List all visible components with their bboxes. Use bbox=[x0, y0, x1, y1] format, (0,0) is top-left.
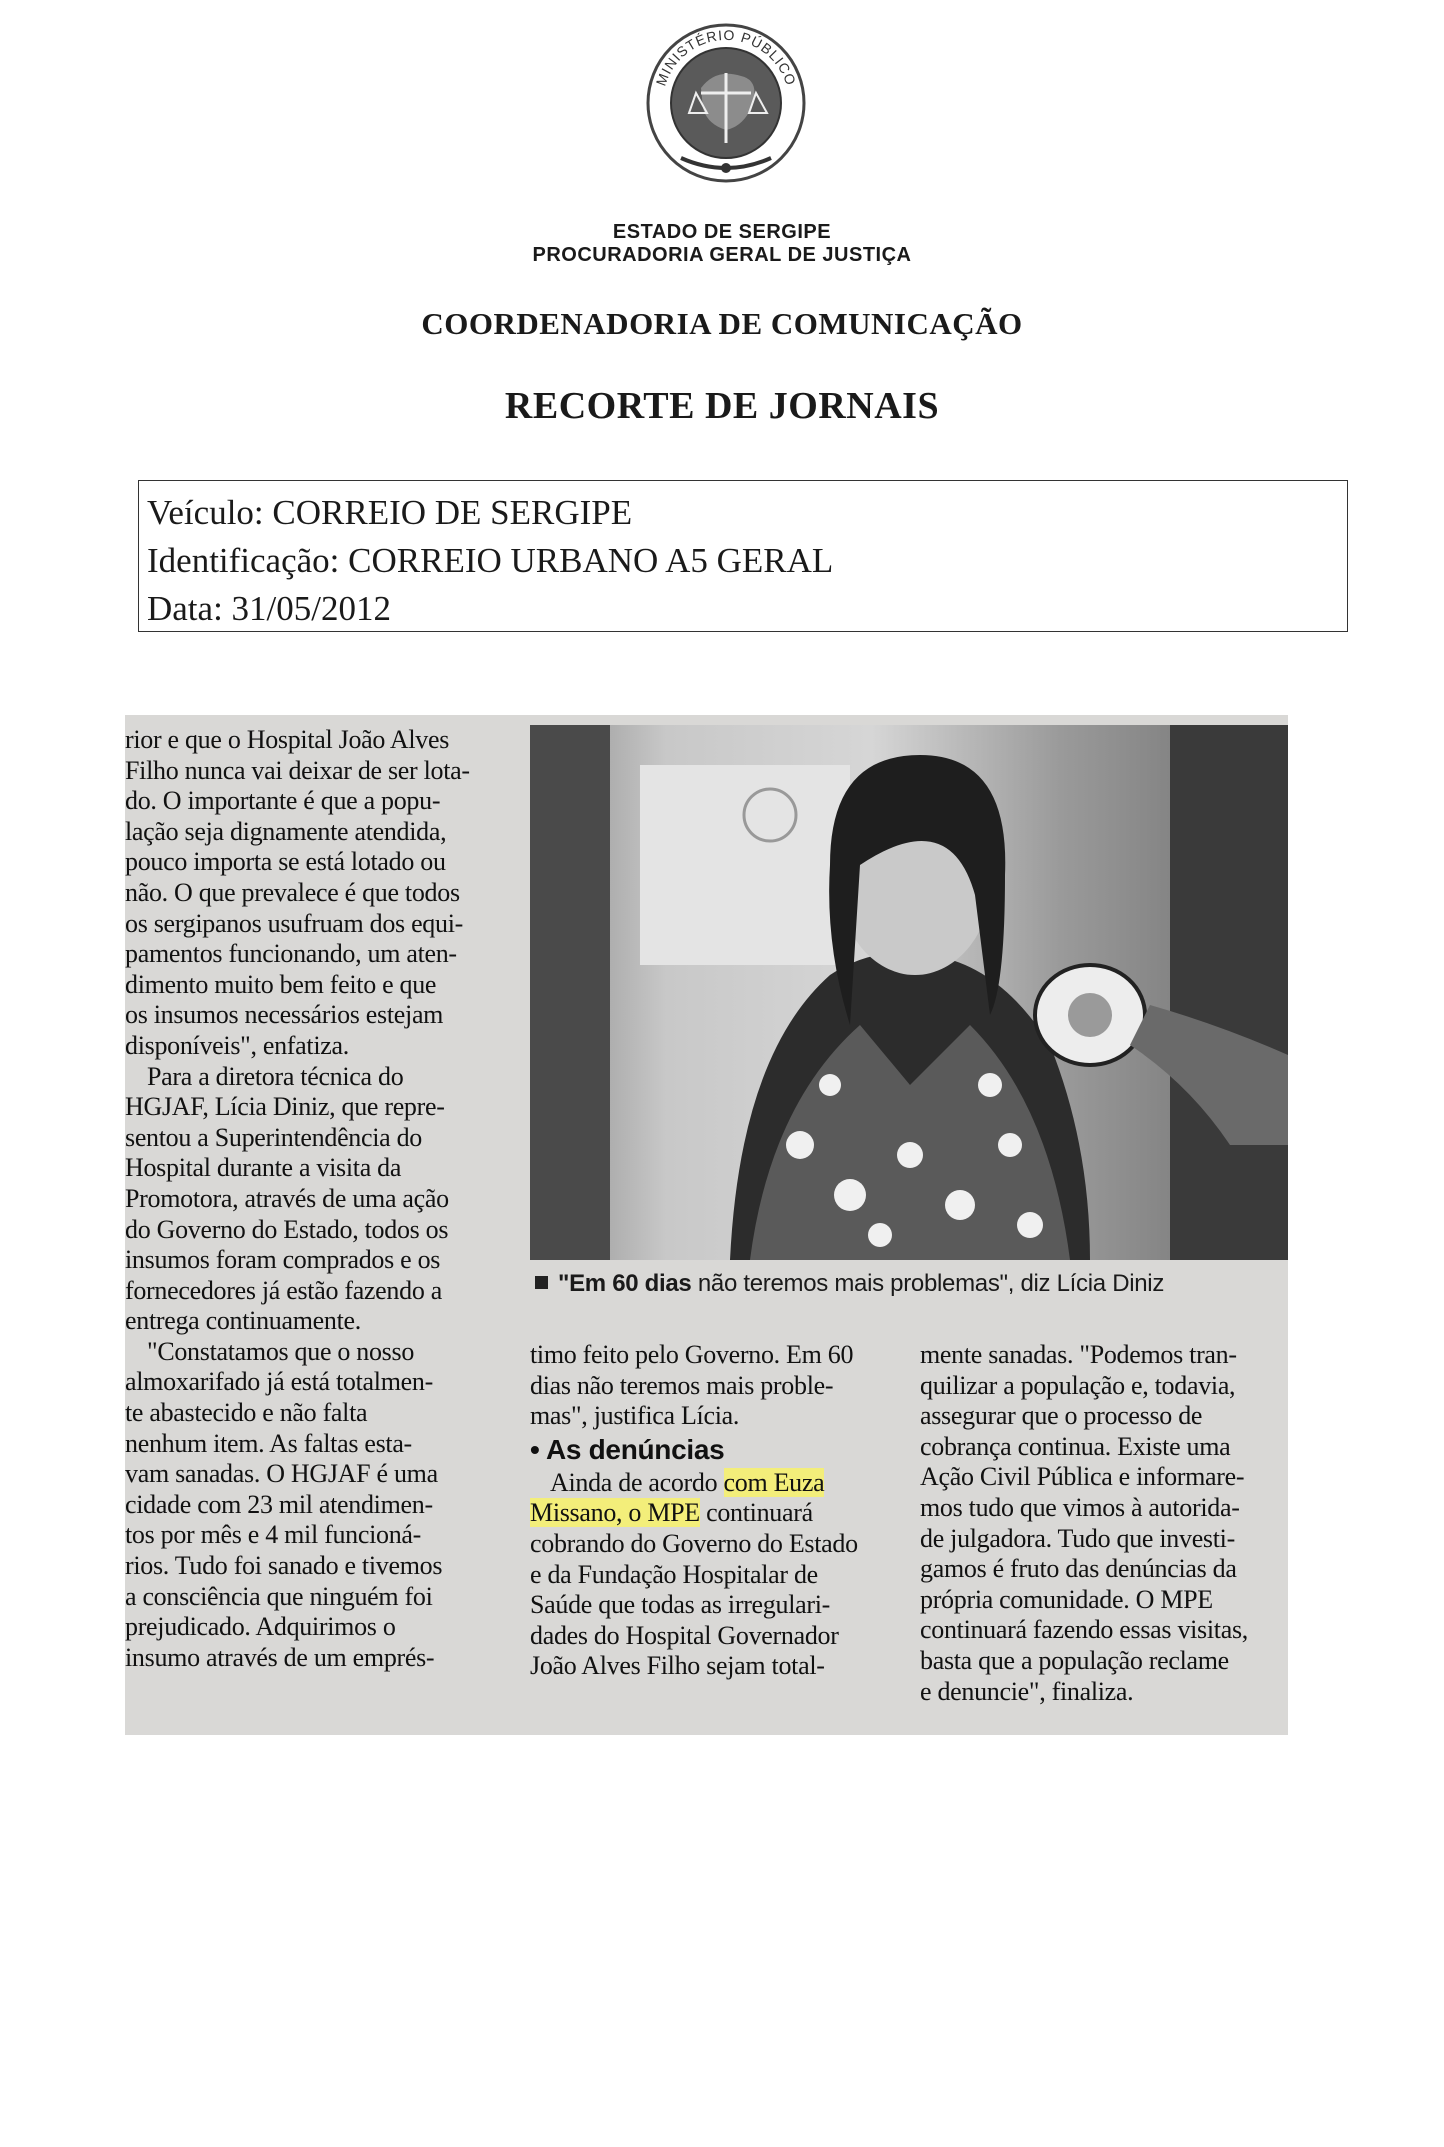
article-line: de julgadora. Tudo que investi- bbox=[920, 1523, 1235, 1553]
article-line: dimento muito bem feito e que bbox=[125, 969, 437, 999]
caption-text: não teremos mais problemas", diz Lícia Diniz bbox=[691, 1270, 1165, 1297]
article-line: mente sanadas. "Podemos tran- bbox=[920, 1340, 1237, 1369]
highlighted-text: Missano, o MPE bbox=[530, 1498, 700, 1528]
article-line: Ação Civil Pública e informare- bbox=[920, 1462, 1245, 1492]
article-line: e da Fundação Hospitalar de bbox=[530, 1559, 818, 1589]
article-line: cidade com 23 mil atendimen- bbox=[125, 1489, 433, 1519]
column-2-line-text: continuará bbox=[699, 1498, 813, 1528]
article-line: HGJAF, Lícia Diniz, que repre- bbox=[125, 1092, 445, 1122]
office-name: PROCURADORIA GERAL DE JUSTIÇA bbox=[532, 244, 912, 266]
column-2-line-text: Ainda de acordo bbox=[550, 1467, 724, 1497]
article-line: "Constatamos que o nosso bbox=[147, 1336, 415, 1366]
column-2-line bbox=[530, 1498, 902, 1529]
article-line: Filho nunca vai deixar de ser lota- bbox=[125, 755, 470, 785]
article-line: própria comunidade. O MPE bbox=[920, 1584, 1213, 1614]
article-column-2 bbox=[530, 1340, 902, 1682]
article-line: do Governo do Estado, todos os bbox=[125, 1214, 449, 1244]
photo-caption bbox=[535, 1270, 1164, 1298]
article-line: vam sanadas. O HGJAF é uma bbox=[125, 1459, 438, 1489]
article-line: João Alves Filho sejam total- bbox=[530, 1651, 825, 1681]
department-title: COORDENADORIA DE COMUNICAÇÃO bbox=[421, 306, 1023, 341]
clipping-info-box bbox=[138, 480, 1348, 632]
article-line: lação seja dignamente atendida, bbox=[125, 816, 447, 846]
veiculo-line: Veículo: CORREIO DE SERGIPE bbox=[147, 493, 633, 532]
article-line: pamentos funcionando, um aten- bbox=[125, 939, 457, 969]
article-line: mas", justifica Lícia. bbox=[530, 1401, 740, 1431]
article-line: nenhum item. As faltas esta- bbox=[125, 1428, 412, 1458]
article-line: mos tudo que vimos à autorida- bbox=[920, 1492, 1240, 1522]
ministerio-publico-seal-icon bbox=[641, 18, 811, 188]
article-line: pouco importa se está lotado ou bbox=[125, 847, 446, 877]
section-title: RECORTE DE JORNAIS bbox=[504, 385, 940, 427]
article-line: fornecedores já estão fazendo a bbox=[125, 1275, 442, 1305]
article-line: dades do Hospital Governador bbox=[530, 1620, 839, 1650]
data-line: Data: 31/05/2012 bbox=[147, 589, 391, 628]
article-line: cobrança continua. Existe uma bbox=[920, 1431, 1231, 1461]
article-line: sentou a Superintendência do bbox=[125, 1122, 423, 1152]
article-line: Para a diretora técnica do bbox=[147, 1061, 404, 1091]
article-line: insumos foram comprados e os bbox=[125, 1245, 441, 1275]
ministerio-publico-seal bbox=[641, 18, 811, 188]
article-line: entrega continuamente. bbox=[125, 1306, 361, 1336]
article-line: almoxarifado já está totalmen- bbox=[125, 1367, 433, 1397]
article-line: Promotora, através de uma ação bbox=[125, 1183, 449, 1213]
article-line: insumo através de um emprés- bbox=[125, 1642, 435, 1672]
article-column-1 bbox=[125, 725, 507, 1673]
article-line: Hospital durante a visita da bbox=[125, 1153, 402, 1183]
article-line: rios. Tudo foi sanado e tivemos bbox=[125, 1551, 443, 1581]
article-line: e denuncie", finaliza. bbox=[920, 1676, 1134, 1706]
column-2-line bbox=[530, 1468, 902, 1499]
highlighted-text: com Euza bbox=[723, 1467, 825, 1497]
photo-illustration bbox=[530, 725, 1288, 1260]
article-line: basta que a população reclame bbox=[920, 1645, 1229, 1675]
article-line: disponíveis", enfatiza. bbox=[125, 1030, 349, 1060]
caption-bullet-icon bbox=[535, 1276, 548, 1289]
article-photo bbox=[530, 725, 1288, 1260]
caption-bold: "Em 60 dias bbox=[558, 1270, 692, 1297]
identificacao-line: Identificação: CORREIO URBANO A5 GERAL bbox=[147, 541, 834, 580]
column-2-bottom bbox=[530, 1529, 902, 1682]
article-line: a consciência que ninguém foi bbox=[125, 1581, 433, 1611]
article-line: os sergipanos usufruam dos equi- bbox=[125, 908, 463, 938]
newspaper-clipping bbox=[125, 715, 1288, 1735]
article-line: tos por mês e 4 mil funcioná- bbox=[125, 1520, 422, 1550]
seal-arc-text: MINISTÉRIO PÚBLICO bbox=[652, 26, 800, 88]
state-name: ESTADO DE SERGIPE bbox=[612, 221, 832, 243]
article-line: não. O que prevalece é que todos bbox=[125, 877, 460, 907]
article-line: te abastecido e não falta bbox=[125, 1398, 368, 1428]
article-line: timo feito pelo Governo. Em 60 bbox=[530, 1340, 854, 1369]
article-line: cobrando do Governo do Estado bbox=[530, 1528, 858, 1558]
column-2-top bbox=[530, 1340, 902, 1432]
article-line: continuará fazendo essas visitas, bbox=[920, 1615, 1248, 1645]
article-line: rior e que o Hospital João Alves bbox=[125, 725, 450, 754]
article-line: Saúde que todas as irregulari- bbox=[530, 1590, 831, 1620]
section-subheading: • As denúncias bbox=[530, 1433, 725, 1465]
article-line: quilizar a população e, todavia, bbox=[920, 1370, 1236, 1400]
article-line: assegurar que o processo de bbox=[920, 1401, 1203, 1431]
article-line: prejudicado. Adquirimos o bbox=[125, 1612, 396, 1642]
article-line: gamos é fruto das denúncias da bbox=[920, 1554, 1237, 1584]
article-line: os insumos necessários estejam bbox=[125, 1000, 444, 1030]
article-line: dias não teremos mais proble- bbox=[530, 1370, 834, 1400]
article-line: do. O importante é que a popu- bbox=[125, 786, 441, 816]
article-column-3 bbox=[920, 1340, 1288, 1707]
